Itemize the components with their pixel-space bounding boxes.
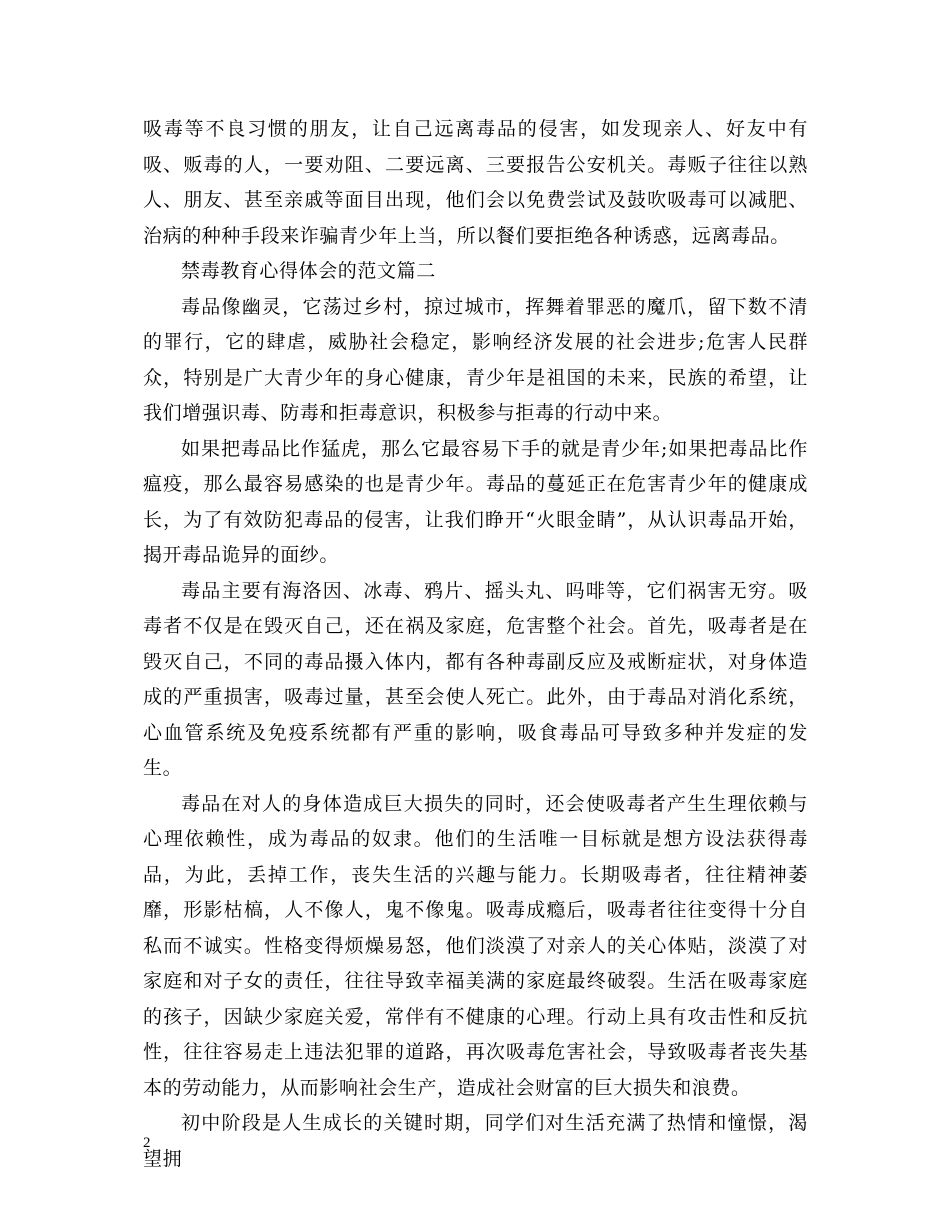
section-heading: 禁毒教育心得体会的范文篇二 [181,260,436,282]
paragraph: 毒品像幽灵，它荡过乡村，掠过城市，挥舞着罪恶的魔爪，留下数不清的罪行，它的肆虐，威胁社会稳定，影响经济发展的社会进步;危害人民群众，特别是广大青少年的身心健康，青少年是祖国的未来，民族的希望，让我们增强识毒、防毒和拒毒意识，积极参与拒毒的行动中来。 [143,295,808,424]
page-number: 2 [143,1135,151,1151]
document-body [143,112,808,1177]
paragraph: 如果把毒品比作猛虎，那么它最容易下手的就是青少年;如果把毒品比作瘟疫，那么最容易感染的也是青少年。毒品的蔓延正在危害青少年的健康成长，为了有效防犯毒品的侵害，让我们睁开“火眼金睛”，从认识毒品开始，揭开毒品诡异的面纱。 [143,437,808,566]
paragraph: 毒品主要有海洛因、冰毒、鸦片、摇头丸、吗啡等，它们祸害无穷。吸毒者不仅是在毁灭自己，还在祸及家庭，危害整个社会。首先，吸毒者是在毁灭自己，不同的毒品摄入体内，都有各种毒副反应及戒断症状，对身体造成的严重损害，吸毒过量，甚至会使人死亡。此外，由于毒品对消化系统，心血管系统及免疫系统都有严重的影响，吸食毒品可导致多种并发症的发生。 [143,579,808,779]
paragraph-continuation: 吸毒等不良习惯的朋友，让自己远离毒品的侵害，如发现亲人、好友中有吸、贩毒的人，一要劝阻、二要远离、三要报告公安机关。毒贩子往往以熟人、朋友、甚至亲戚等面目出现，他们会以免费尝试及鼓吹吸毒可以减肥、治病的种种手段来诈骗青少年上当，所以餐们要拒绝各种诱惑，远离毒品。 [143,118,808,247]
paragraph: 毒品在对人的身体造成巨大损失的同时，还会使吸毒者产生生理依赖与心理依赖性，成为毒品的奴隶。他们的生活唯一目标就是想方设法获得毒品，为此，丢掉工作，丧失生活的兴趣与能力。长期吸毒者，往往精神萎靡，形影枯槁，人不像人，鬼不像鬼。吸毒成瘾后，吸毒者往往变得十分自私而不诚实。性格变得烦燥易怒，他们淡漠了对亲人的关心体贴，淡漠了对家庭和对子女的责任，往往导致幸福美满的家庭最终破裂。生活在吸毒家庭的孩子，因缺少家庭关爱，常伴有不健康的心理。行动上具有攻击性和反抗性，往往容易走上违法犯罪的道路，再次吸毒危害社会，导致吸毒者丧失基本的劳动能力，从而影响社会生产，造成社会财富的巨大损失和浪费。 [143,792,808,1099]
paragraph: 初中阶段是人生成长的关键时期，同学们对生活充满了热情和憧憬，渴望拥 [143,1112,808,1170]
